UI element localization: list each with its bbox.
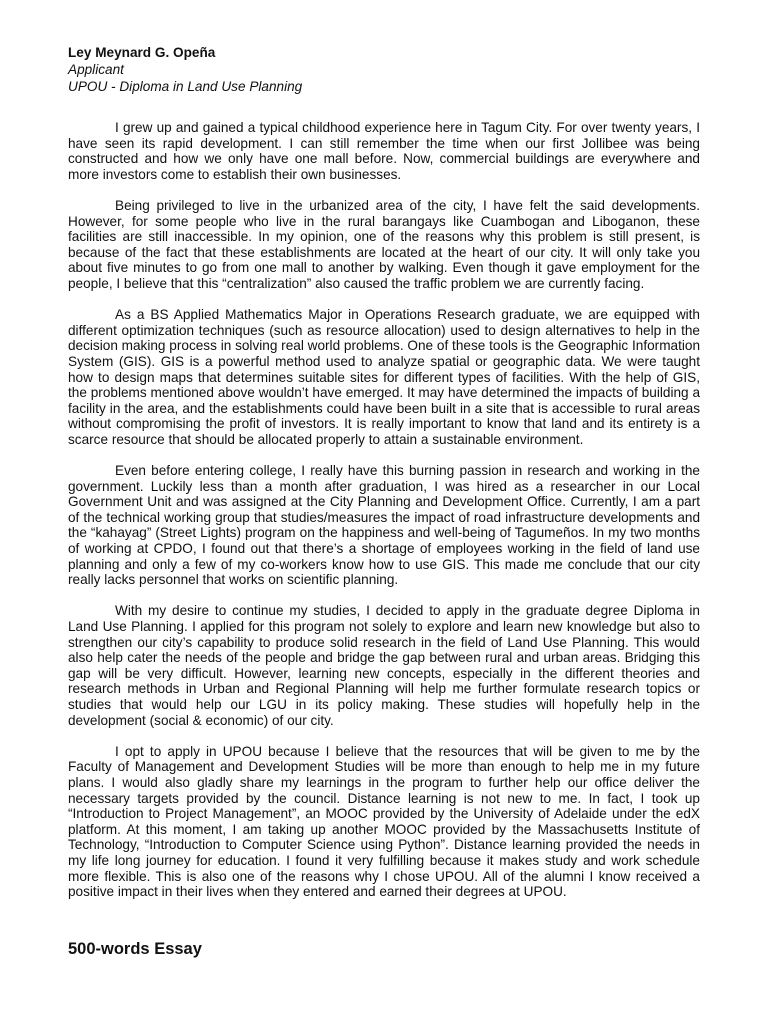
essay-paragraph-1: I grew up and gained a typical childhood experience here in Tagum City. For over twenty years, I have seen its rapid development. I can still remember the time when our first Jollibee was being constructed and how we only have one mall before. Now, commercial buildings are everywhere and more investors come to establish their own businesses. — [68, 120, 700, 182]
essay-paragraph-4: Even before entering college, I really have this burning passion in research and working in the government. Luckily less than a month after graduation, I was hired as a researcher in our Local Government Unit and was assigned at the City Planning and Development Office. Currently, I am a part of the technical working group that studies/measures the impact of road infrastructure developments and the “kahayag” (Street Lights) program on the happiness and well-being of Tagumeños. In my two months of working at CPDO, I found out that there’s a shortage of employees working in the field of land use planning and only a few of my co-workers know how to use GIS. This made me conclude that our city really lacks personnel that works on scientific planning. — [68, 463, 700, 588]
applicant-name: Ley Meynard G. Opeña — [68, 45, 216, 60]
essay-paragraph-5: With my desire to continue my studies, I decided to apply in the graduate degree Diploma in Land Use Planning. I applied for this program not solely to explore and learn new knowledge but also to strengthen our city’s capability to produce solid research in the field of Land Use Planning. This would also help cater the needs of the people and bridge the gap between rural and urban areas. Bridging this gap will be very difficult. However, learning new concepts, especially in the different theories and research methods in Urban and Regional Planning will help me further formulate research topics or studies that would help our LGU in its policy making. These studies will hopefully help in the development (social & economic) of our city. — [68, 603, 700, 728]
essay-type-title: 500-words Essay — [68, 940, 202, 958]
applicant-role: Applicant — [68, 62, 124, 77]
essay-paragraph-2: Being privileged to live in the urbanized area of the city, I have felt the said developments. However, for some people who live in the rural barangays like Cuambogan and Liboganon, these facilities are still inaccessible. In my opinion, one of the reasons why this problem is still present, is because of the fact that these establishments are located at the heart of our city. It will only take you about five minutes to go from one mall to another by walking. Even though it gave employment for the people, I believe that this “centralization” also caused the traffic problem we are currently facing. — [68, 197, 700, 291]
applicant-program: UPOU - Diploma in Land Use Planning — [68, 79, 303, 94]
essay-paragraph-6: I opt to apply in UPOU because I believe that the resources that will be given to me by the Faculty of Management and Development Studies will be more than enough to help me in my future plans. I would also gladly share my learnings in the program to further help our office deliver the necessary targets provided by the council. Distance learning is not new to me. In fact, I took up “Introduction to Project Management”, an MOOC provided by the University of Adelaide under the edX platform. At this moment, I am taking up another MOOC provided by the Massachusetts Institute of Technology, “Introduction to Computer Science using Python”. Distance learning provided the needs in my life long journey for education. I found it very fulfilling because it makes study and work schedule more flexible. This is also one of the reasons why I chose UPOU. All of the alumni I know received a positive impact in their lives when they entered and earned their degrees at UPOU. — [68, 743, 700, 900]
applicant-header — [68, 44, 700, 95]
essay-paragraph-3: As a BS Applied Mathematics Major in Operations Research graduate, we are equipped with different optimization techniques (such as resource allocation) used to design alternatives to help in the decision making process in solving real world problems. One of these tools is the Geographic Information System (GIS). GIS is a powerful method used to analyze spatial or geographic data. We were taught how to design maps that determines suitable sites for different types of facilities. With the help of GIS, the problems mentioned above wouldn’t have emerged. It may have determined the impacts of building a facility in the area, and the establishments could have been built in a site that is accessible to rural areas without compromising the profit of investors. It is really important to know that land and its entirety is a scarce resource that should be allocated properly to attain a sustainable environment. — [68, 307, 700, 447]
